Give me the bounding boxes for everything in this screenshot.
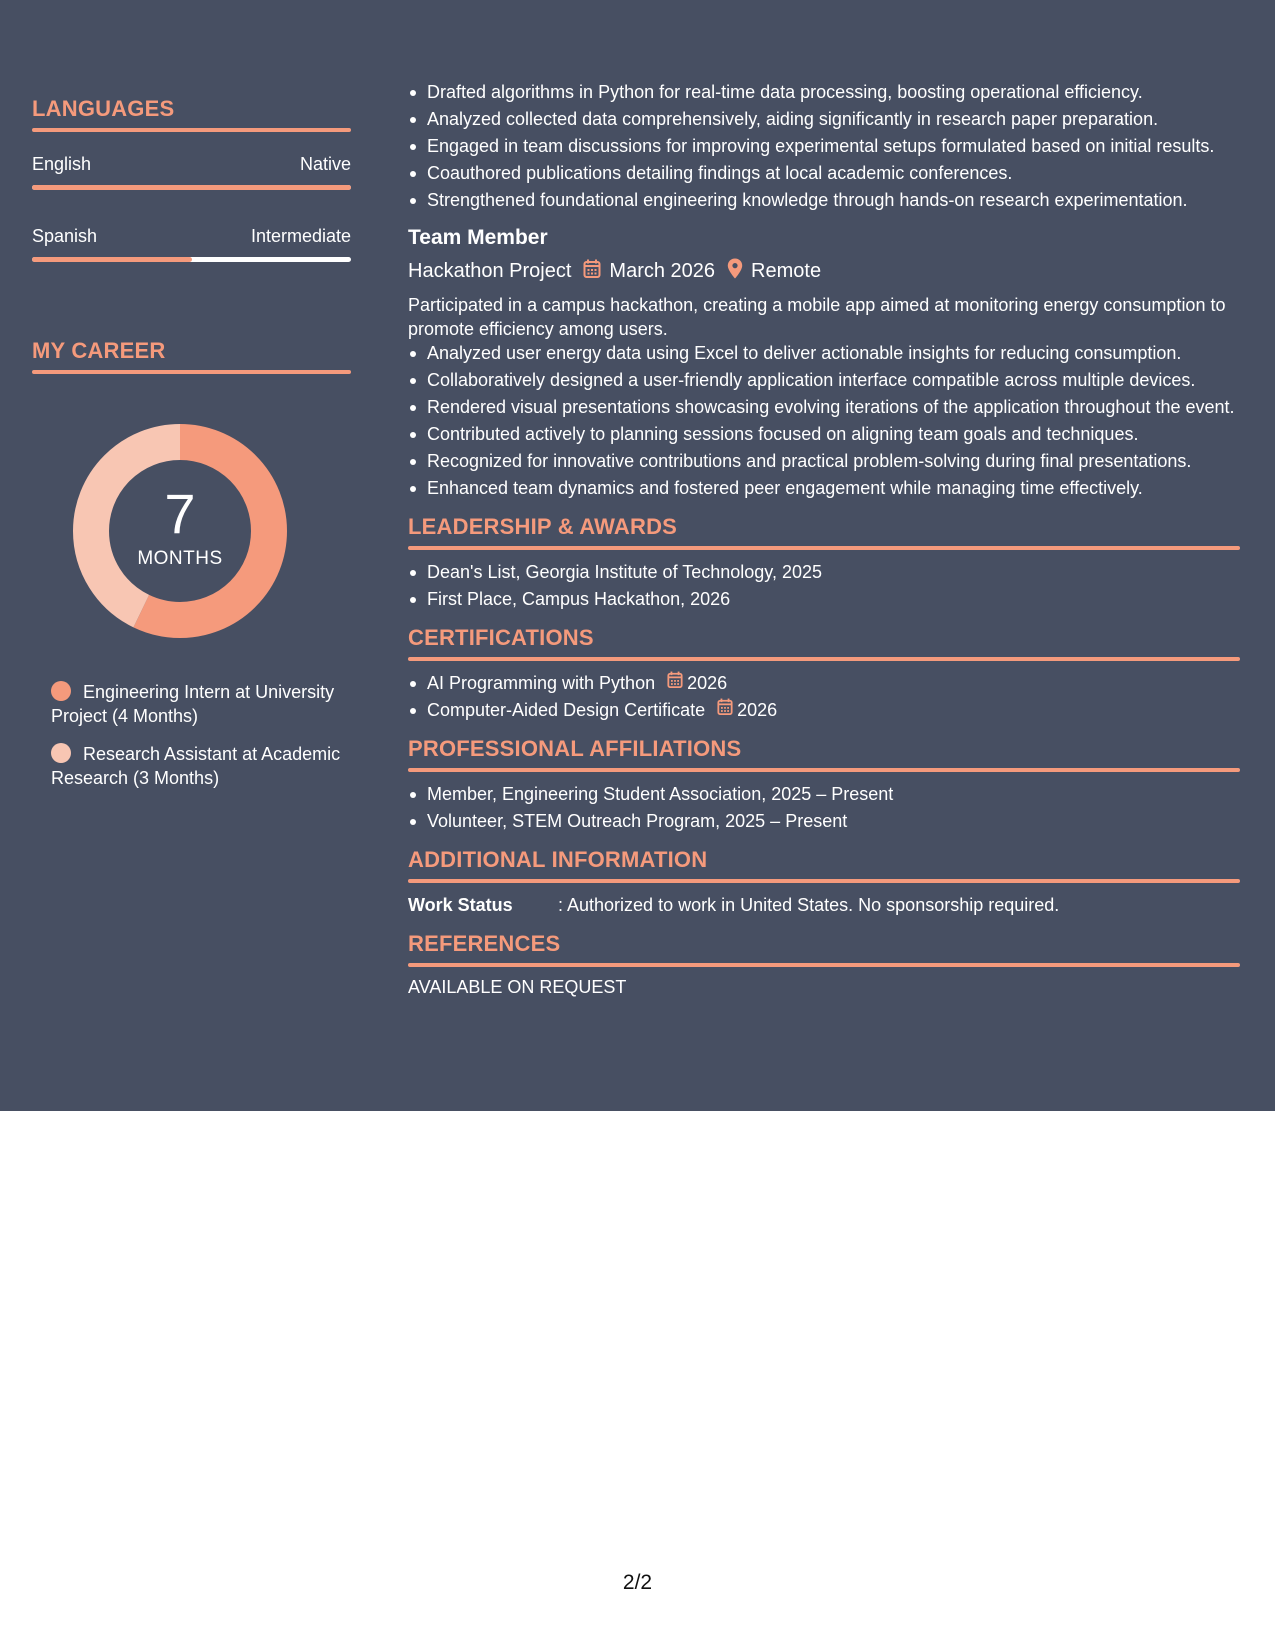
career-section: [32, 338, 351, 790]
list-item: Coauthored publications detailing findings at local academic conferences.: [408, 161, 1240, 185]
job-date: March 2026: [609, 260, 716, 282]
work-status-label: Work Status: [408, 895, 513, 915]
job-title: Team Member: [408, 226, 548, 249]
list-item: Enhanced team dynamics and fostered peer engagement while managing time effectively.: [408, 476, 1240, 500]
career-months-label: MONTHS: [137, 548, 223, 569]
language-name: English: [32, 154, 92, 174]
list-item: Dean's List, Georgia Institute of Technology, 2025: [408, 560, 1240, 584]
previous-job-bullets: [408, 80, 1240, 212]
additional-info-title: ADDITIONAL INFORMATION: [408, 847, 708, 872]
references-text: AVAILABLE ON REQUEST: [408, 977, 627, 997]
work-status-value: : Authorized to work in United States. No sponsorship required.: [558, 895, 1060, 915]
certifications-section: [408, 625, 1240, 722]
section-rule: [408, 657, 1240, 661]
work-status-row: [408, 893, 1240, 917]
list-item: Analyzed collected data comprehensively, aiding significantly in research paper preparation.: [408, 107, 1240, 131]
list-item: Contributed actively to planning sessions focused on aligning team goals and techniques.: [408, 422, 1240, 446]
awards-title: LEADERSHIP & AWARDS: [408, 514, 678, 539]
language-item: [32, 226, 351, 262]
section-rule: [408, 768, 1240, 772]
language-proficiency-bar: [32, 185, 351, 190]
legend-item: [51, 680, 341, 728]
legend-item: [51, 742, 341, 790]
languages-title: LANGUAGES: [32, 96, 175, 121]
references-section: [408, 931, 1240, 998]
list-item: Drafted algorithms in Python for real-time data processing, boosting operational efficiency.: [408, 80, 1240, 104]
career-donut-chart: [65, 416, 295, 646]
additional-info-section: [408, 847, 1240, 917]
legend-label: Engineering Intern at University Project (4 Months): [51, 682, 335, 726]
legend-label: Research Assistant at Academic Research (3 Months): [51, 744, 341, 788]
list-item: Strengthened foundational engineering knowledge through hands-on research experimentation.: [408, 188, 1240, 212]
list-item: Volunteer, STEM Outreach Program, 2025 – Present: [408, 809, 1240, 833]
language-proficiency-fill: [32, 257, 192, 262]
certification-name: Computer-Aided Design Certificate: [427, 700, 706, 720]
list-item: Analyzed user energy data using Excel to deliver actionable insights for reducing consumption.: [408, 341, 1240, 365]
job-entry: [408, 226, 1240, 500]
legend-dot-icon: [51, 743, 71, 763]
list-item: Member, Engineering Student Association, 2025 – Present: [408, 782, 1240, 806]
calendar-icon: [717, 698, 733, 722]
affiliations-section: [408, 736, 1240, 833]
job-bullets: [408, 341, 1240, 500]
job-organization: Hackathon Project: [408, 260, 572, 282]
language-level: Native: [299, 154, 351, 174]
career-total-months: 7: [164, 482, 196, 545]
section-rule: [32, 370, 351, 374]
list-item: Collaboratively designed a user-friendly application interface compatible across multiple devices.: [408, 368, 1240, 392]
location-pin-icon: [727, 258, 743, 285]
awards-section: [408, 514, 1240, 611]
section-rule: [408, 963, 1240, 967]
language-proficiency-bar: [32, 257, 351, 262]
calendar-icon: [667, 671, 683, 695]
job-meta: [408, 258, 1240, 285]
page-number: 2/2: [622, 1571, 653, 1594]
languages-section: [32, 96, 351, 262]
certifications-title: CERTIFICATIONS: [408, 625, 594, 650]
job-description: Participated in a campus hackathon, creating a mobile app aimed at monitoring energy consumption to promote efficiency among users.: [408, 295, 1226, 339]
job-location: Remote: [751, 260, 822, 282]
calendar-icon: [583, 259, 601, 285]
affiliations-title: PROFESSIONAL AFFILIATIONS: [408, 736, 742, 761]
list-item: [408, 671, 1240, 695]
section-rule: [408, 879, 1240, 883]
certification-year: 2026: [687, 673, 728, 693]
references-title: REFERENCES: [408, 931, 561, 956]
list-item: Engaged in team discussions for improving experimental setups formulated based on initial results.: [408, 134, 1240, 158]
list-item: First Place, Campus Hackathon, 2026: [408, 587, 1240, 611]
left-column: [32, 96, 351, 804]
language-level: Intermediate: [250, 226, 351, 246]
career-title: MY CAREER: [32, 338, 166, 363]
section-rule: [32, 128, 351, 132]
section-rule: [408, 546, 1240, 550]
list-item: Rendered visual presentations showcasing evolving iterations of the application throughout the event.: [408, 395, 1240, 419]
certification-year: 2026: [737, 700, 778, 720]
language-proficiency-fill: [32, 185, 351, 190]
list-item: [408, 698, 1240, 722]
language-item: [32, 154, 351, 190]
list-item: Recognized for innovative contributions and practical problem-solving during final presentations.: [408, 449, 1240, 473]
language-name: Spanish: [32, 226, 98, 246]
career-legend: [51, 680, 351, 790]
certification-name: AI Programming with Python: [427, 673, 656, 693]
legend-dot-icon: [51, 681, 71, 701]
right-column: [408, 80, 1240, 998]
